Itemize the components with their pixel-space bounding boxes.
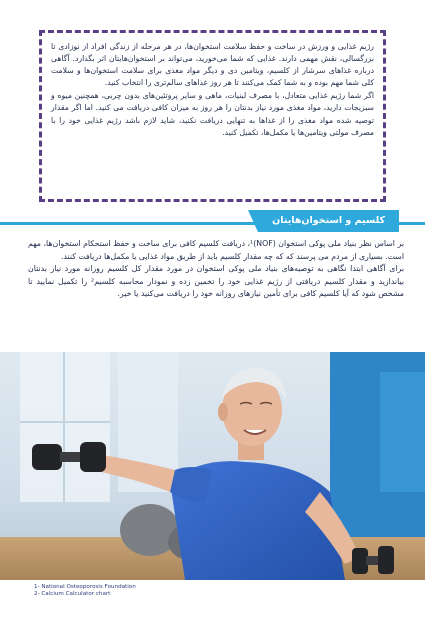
body-paragraph-2: برای آگاهی ابتدا نگاهی به توصیه‌های بنیاد ملی پوکی استخوان در مورد مقدار کل کلسیم روزانه مورد نیاز بدنتان بیاندازید و مقدار کلسیم دریافتی از رژیم غذایی خود را تخمین زده و نمودار محاسبه کلسیم² را تکمیل نمایید تا مشخص شود که آیا کلسیم کافی برای تأمین نیازهای روزانه خود را دریافت می‌کنید یا خیر. — [28, 264, 404, 299]
body-text — [28, 238, 404, 301]
callout-paragraph-1: رژیم غذایی و ورزش در ساخت و حفظ سلامت استخوان‌ها، در هر مرحله از زندگی افراد از نوزادی تا بزرگسالی، نقش مهمی دارند. غذایی که شما می‌خورید، می‌تواند بر استخوان‌هایتان اثر بگذارد. آگاهی درباره غذاهای سرشار از کلسیم، ویتامین دی و دیگر مواد مغذی برای سلامت استخوان‌ها و سلامت کلی شما مهم بوده و به شما کمک می‌کنند تا هر روز غذاهای سالم‌تری را انتخاب کنید. — [51, 42, 374, 88]
footnotes — [34, 584, 136, 598]
photo-senior-man-dumbbells — [0, 352, 425, 580]
section-title: کلسیم و استخوان‌هایتان — [258, 210, 399, 232]
footnote-2: 2- Calcium Calculator chart — [34, 591, 111, 597]
footnote-1: 1- National Osteoporosis Foundation — [34, 584, 136, 590]
callout-paragraph-2: اگر شما رژیم غذایی متعادل، با مصرف لبنیات، ماهی و سایر پروتئین‌های بدون چربی، همچنین میوه و سبزیجات دارید، مواد مغذی مورد نیاز بدنتان را هر روز به میزان کافی دریافت می کنید. اما اگر مقدار توصیه شده مواد مغذی را از غذاها به تنهایی دریافت نکنید، شاید لازم باشد رژیم غذایی خود را با مصرف مولتی ویتامین‌ها یا مکمل‌ها، تکمیل کنید. — [51, 91, 374, 137]
section-header — [0, 208, 425, 232]
info-callout-box — [39, 30, 386, 202]
body-paragraph-1: بر اساس نظر بنیاد ملی پوکی استخوان (NOF)¹، دریافت کلسیم کافی برای ساخت و حفظ استحکام استخوان‌ها، مهم است. بسیاری از مردم می پرسند که که چه مقدار کلسیم باید از طریق مواد غذایی یا مکمل‌ها دریافت کنند. — [28, 239, 405, 261]
